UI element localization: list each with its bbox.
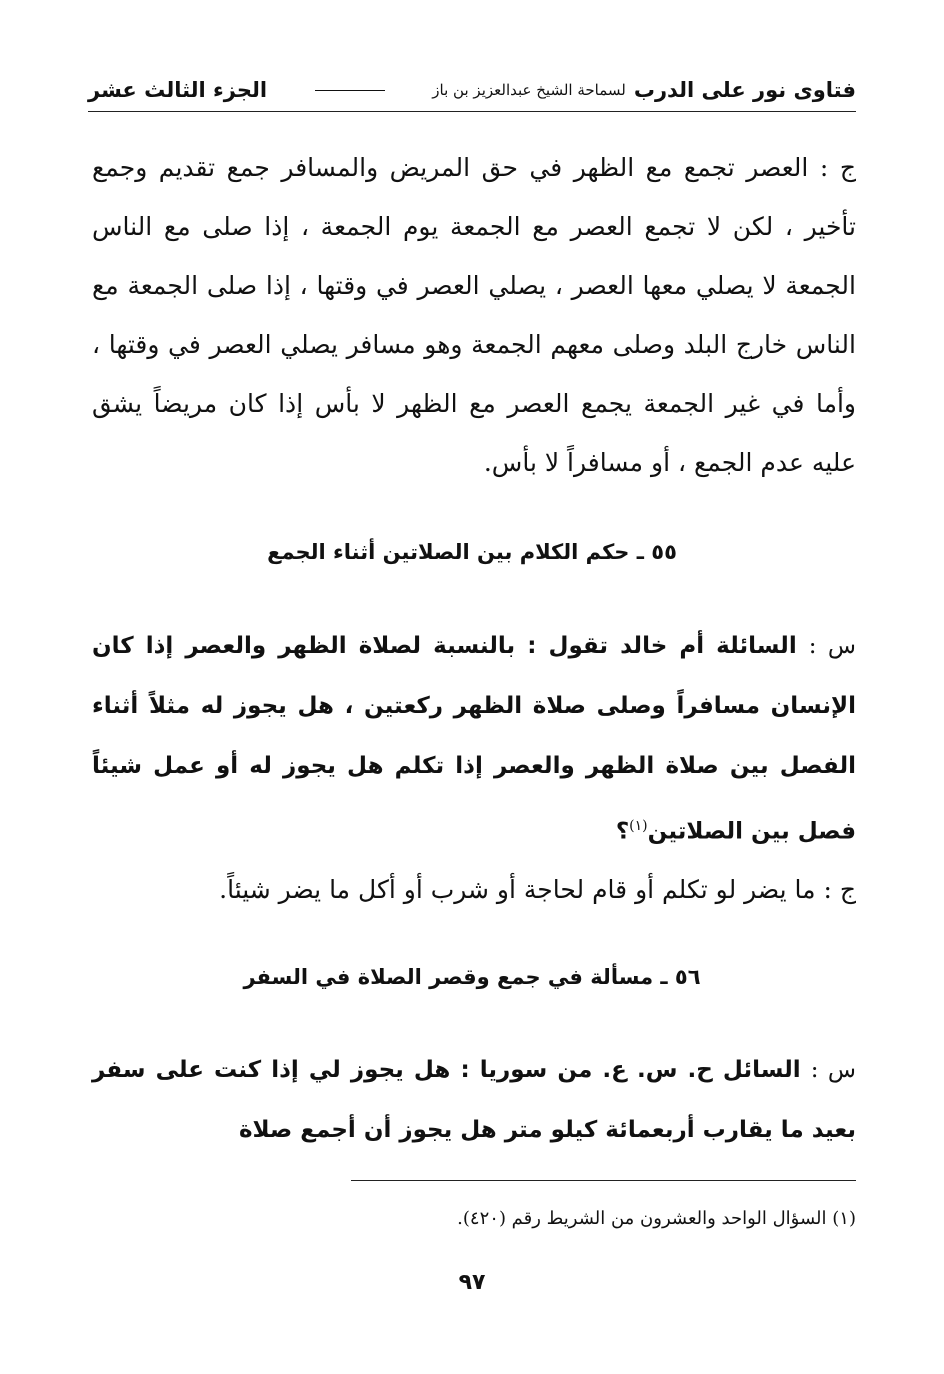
question-mark: ؟ [615,818,630,845]
section-55-answer [92,860,856,919]
section-56-heading: ٥٦ ـ مسألة في جمع وقصر الصلاة في السفر [243,965,701,989]
header-dash [315,90,385,91]
footnote-text: السؤال الواحد والعشرون من الشريط رقم (٤٢٠). [457,1208,827,1229]
question-marker: س : [808,633,856,659]
answer-marker: ج : [819,153,856,182]
page-number: ٩٧ [458,1270,486,1295]
answer-continued [92,138,856,492]
volume-part: الجزء الثالث عشر [88,78,268,102]
section-55-heading: ٥٥ ـ حكم الكلام بين الصلاتين أثناء الجمع [267,540,677,564]
header-rule [88,111,856,112]
footnote-rule [351,1180,856,1181]
book-title: فتاوى نور على الدرب [633,78,856,102]
author-name: لسماحة الشيخ عبدالعزيز بن باز [432,81,626,99]
answer-text: ما يضر لو تكلم أو قام لحاجة أو شرب أو أكل ما يضر شيئاً. [219,875,816,904]
footnote-reference: (١) [629,818,648,834]
footnote-number: (١) [832,1208,856,1229]
question-marker: س : [810,1057,856,1083]
question-text: السائل ح. س. ع. من سوريا : هل يجوز لي إذا كنت على سفر بعيد ما يقارب أربعمائة كيلو متر هل يجوز أن أجمع صلاة [92,1057,856,1143]
answer-text: العصر تجمع مع الظهر في حق المريض والمسافر جمع تقديم وجمع تأخير ، لكن لا تجمع العصر مع الجمعة يوم الجمعة ، إذا صلى مع الناس الجمعة لا يصلي معها العصر ، يصلي العصر في وقتها ، إذا صلى الجمعة مع الناس خارج البلد وصلى معهم الجمعة وهو مسافر يصلي العصر في وقتها ، وأما في غير الجمعة يجمع العصر مع الظهر لا بأس إذا كان مريضاً يشق عليه عدم الجمع ، أو مسافراً لا بأس. [92,153,856,477]
running-header-title-group [432,78,856,102]
section-55-question [92,616,856,862]
answer-marker: ج : [823,875,856,904]
section-56-question [92,1040,856,1160]
question-text: السائلة أم خالد تقول : بالنسبة لصلاة الظهر والعصر إذا كان الإنسان مسافراً وصلى صلاة الظهر ركعتين ، هل يجوز له مثلاً أثناء الفصل بين صلاة الظهر والعصر إذا تكلم هل يجوز له أو عمل شيئاً فصل بين الصلاتين [92,633,856,845]
footnote [88,1204,856,1234]
running-header [88,70,856,110]
